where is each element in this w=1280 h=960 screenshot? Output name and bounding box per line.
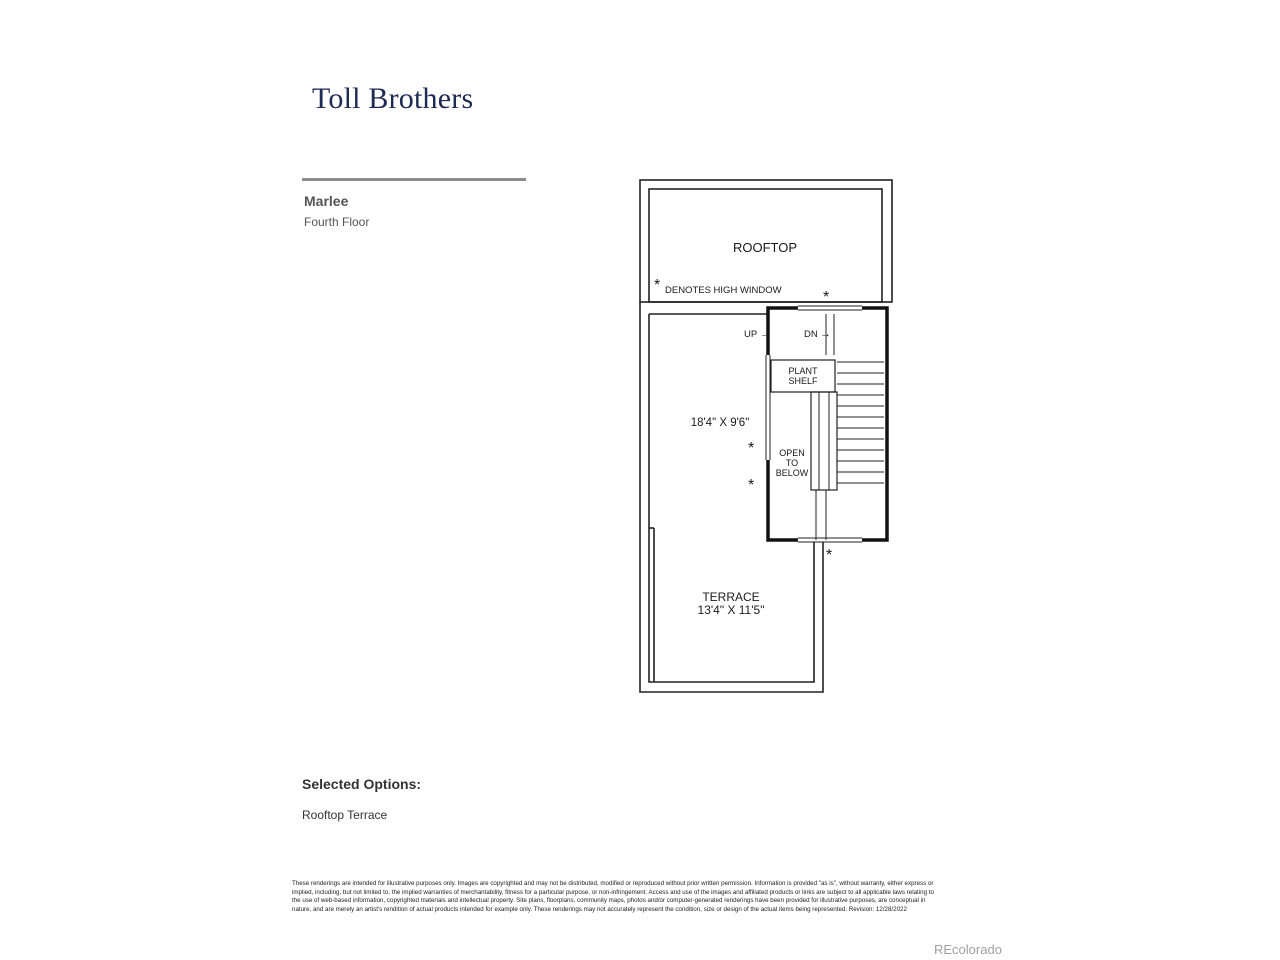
plant-shelf-line1: PLANT	[788, 366, 818, 376]
legal-disclaimer: These renderings are intended for illustrative purposes only. Images are copyrighted and may not be distributed, modified or reproduced without prior written permission. Information is provided "as is", without warranty, either express or implied, including, but not limited to, the implied warranties of merchantability, fitness for a particular purpose, or non-infringement. Access and use of the images and affiliated products or links are subject to all applicable laws relating to the use of web-based information, copyrighted materials and intellectual property. Site plans, floorplans, community maps, photos and/or computer-generated renderings have been provided for illustrative purposes, are conceptual in nature, and are merely an artist's rendition of actual products intended for example only. These renderings may not accurately represent the condition, size or design of the actual items being represented. Revision: 12/28/2022	[292, 880, 934, 913]
brand-logo: Toll Brothers	[312, 82, 474, 115]
open-below-line1: OPEN	[779, 448, 805, 458]
window-asterisk-mid1: *	[748, 440, 755, 457]
window-asterisk-mid2: *	[748, 477, 755, 494]
dn-label: DN	[804, 329, 818, 340]
high-window-note: DENOTES HIGH WINDOW	[665, 285, 782, 296]
window-asterisk-top: *	[823, 289, 830, 306]
selected-option-item: Rooftop Terrace	[302, 808, 388, 822]
up-label: UP	[744, 329, 758, 340]
dn-arrow: →	[820, 328, 831, 340]
stair-core-wall	[768, 308, 887, 540]
open-to-below-rail	[811, 392, 837, 490]
open-to-below-inner	[819, 392, 829, 490]
up-arrow: →	[760, 328, 771, 340]
plant-shelf-line2: SHELF	[788, 376, 818, 386]
source-credit: REcolorado	[934, 942, 1002, 957]
window-asterisk-bottom: *	[826, 547, 833, 564]
open-below-line3: BELOW	[775, 468, 809, 478]
terrace-dimensions: 13'4" X 11'5"	[697, 603, 765, 617]
selected-options-title: Selected Options:	[302, 776, 422, 792]
rooftop-label: ROOFTOP	[732, 240, 798, 255]
model-name: Marlee	[304, 193, 349, 209]
open-below-line2: TO	[785, 458, 799, 468]
room-dimensions: 18'4" X 9'6"	[690, 417, 750, 429]
floor-name: Fourth Floor	[304, 215, 370, 229]
high-window-asterisk: *	[654, 277, 661, 294]
terrace-label: TERRACE	[702, 590, 760, 604]
